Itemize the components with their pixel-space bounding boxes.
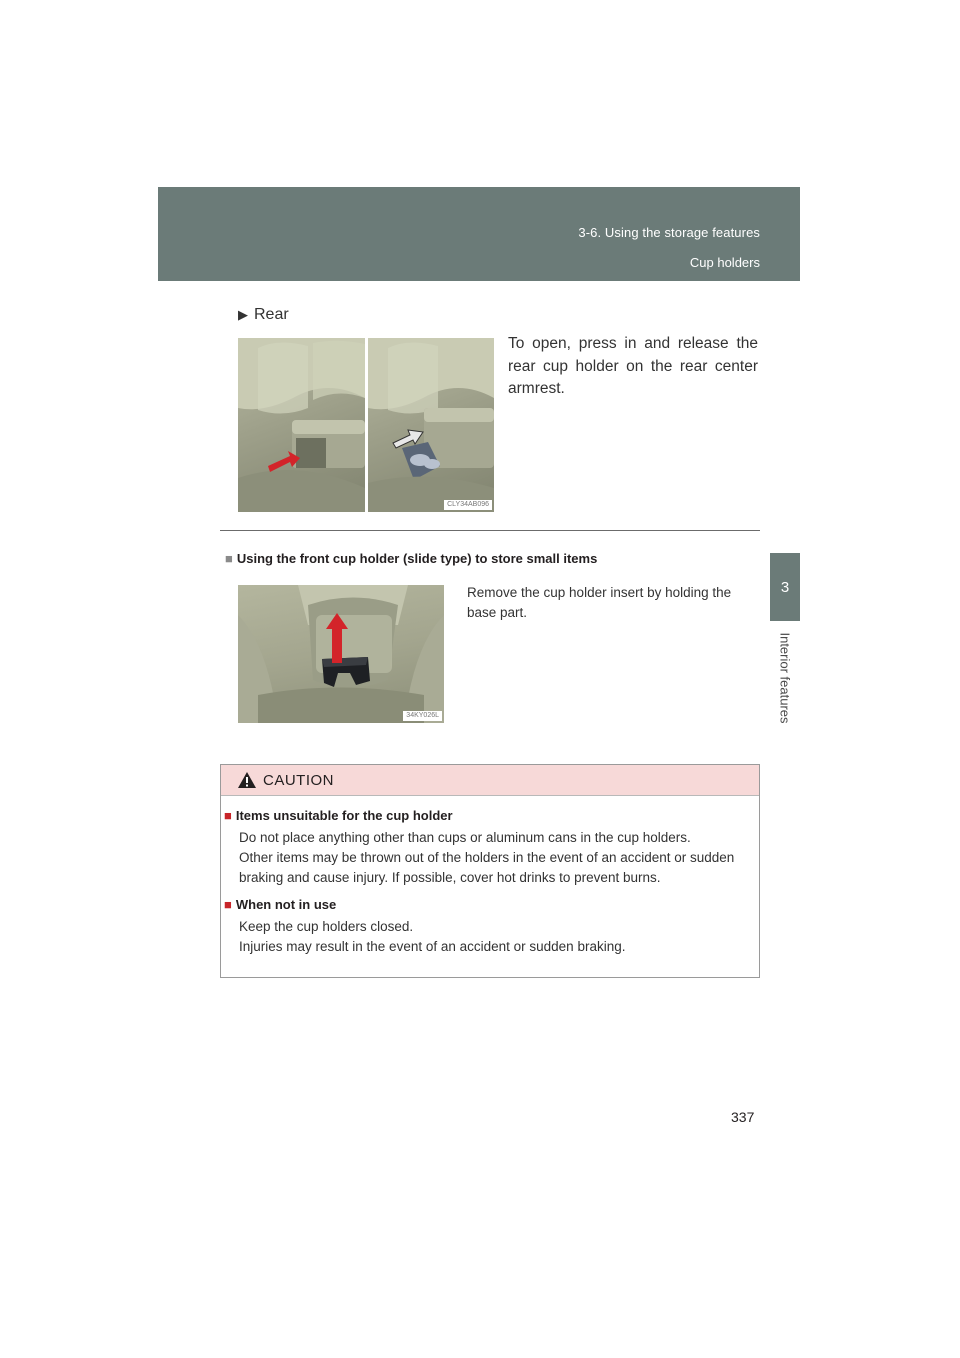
caution-item-heading-text: When not in use [235, 897, 337, 912]
page-header [158, 187, 800, 281]
image-code: CLY34AB096 [444, 500, 492, 510]
caution-line: Keep the cup holders closed. [239, 919, 414, 934]
triangle-bullet-icon: ▶ [238, 307, 248, 322]
section-title: 3-6. Using the storage features [578, 225, 760, 240]
front-cup-holder-photo [238, 585, 444, 723]
caution-item-heading [224, 808, 753, 823]
caution-box [220, 764, 760, 978]
caution-header [221, 765, 759, 796]
caution-body [221, 796, 759, 957]
page-number: 337 [731, 1109, 755, 1125]
red-square-bullet-icon: ■ [224, 808, 232, 823]
caution-line: Do not place anything other than cups or aluminum cans in the cup holders. [239, 830, 691, 845]
chapter-number: 3 [780, 578, 790, 596]
subsection-title: Cup holders [689, 255, 760, 270]
chapter-number-tab [770, 553, 800, 621]
caution-line: Injuries may result in the event of an accident or sudden braking. [239, 939, 626, 954]
caution-item-heading [224, 897, 753, 912]
caution-item-heading-text: Items unsuitable for the cup holder [235, 808, 453, 823]
chapter-side-label [770, 622, 800, 734]
caution-title: CAUTION [263, 771, 334, 789]
warning-triangle-icon [237, 771, 257, 789]
rear-heading-text: Rear [254, 306, 289, 323]
image-code: 34KY026L [403, 711, 442, 721]
caution-item [224, 808, 753, 888]
rear-heading [238, 306, 289, 324]
rear-instructions: To open, press in and release the rear cup holder on the rear center armrest. [508, 335, 758, 397]
rear-cup-holder-open-photo [368, 338, 494, 512]
red-square-bullet-icon: ■ [224, 897, 232, 912]
front-subheading-text: Using the front cup holder (slide type) to store small items [236, 551, 598, 566]
caution-line: braking and cause injury. If possible, cover hot drinks to prevent burns. [239, 870, 661, 885]
rear-cup-holder-open-illustration [368, 338, 494, 512]
front-instructions: Remove the cup holder insert by holding the base part. [467, 585, 732, 620]
front-subheading [225, 551, 597, 566]
rear-armrest-closed-illustration [238, 338, 365, 512]
front-cup-holder-illustration [238, 585, 444, 723]
caution-line: Other items may be thrown out of the holders in the event of an accident or sudden [239, 850, 735, 865]
rear-armrest-closed-photo [238, 338, 365, 512]
square-bullet-icon: ■ [225, 551, 233, 566]
caution-item [224, 897, 753, 957]
chapter-title: Interior features [777, 632, 793, 724]
section-divider [220, 530, 760, 531]
